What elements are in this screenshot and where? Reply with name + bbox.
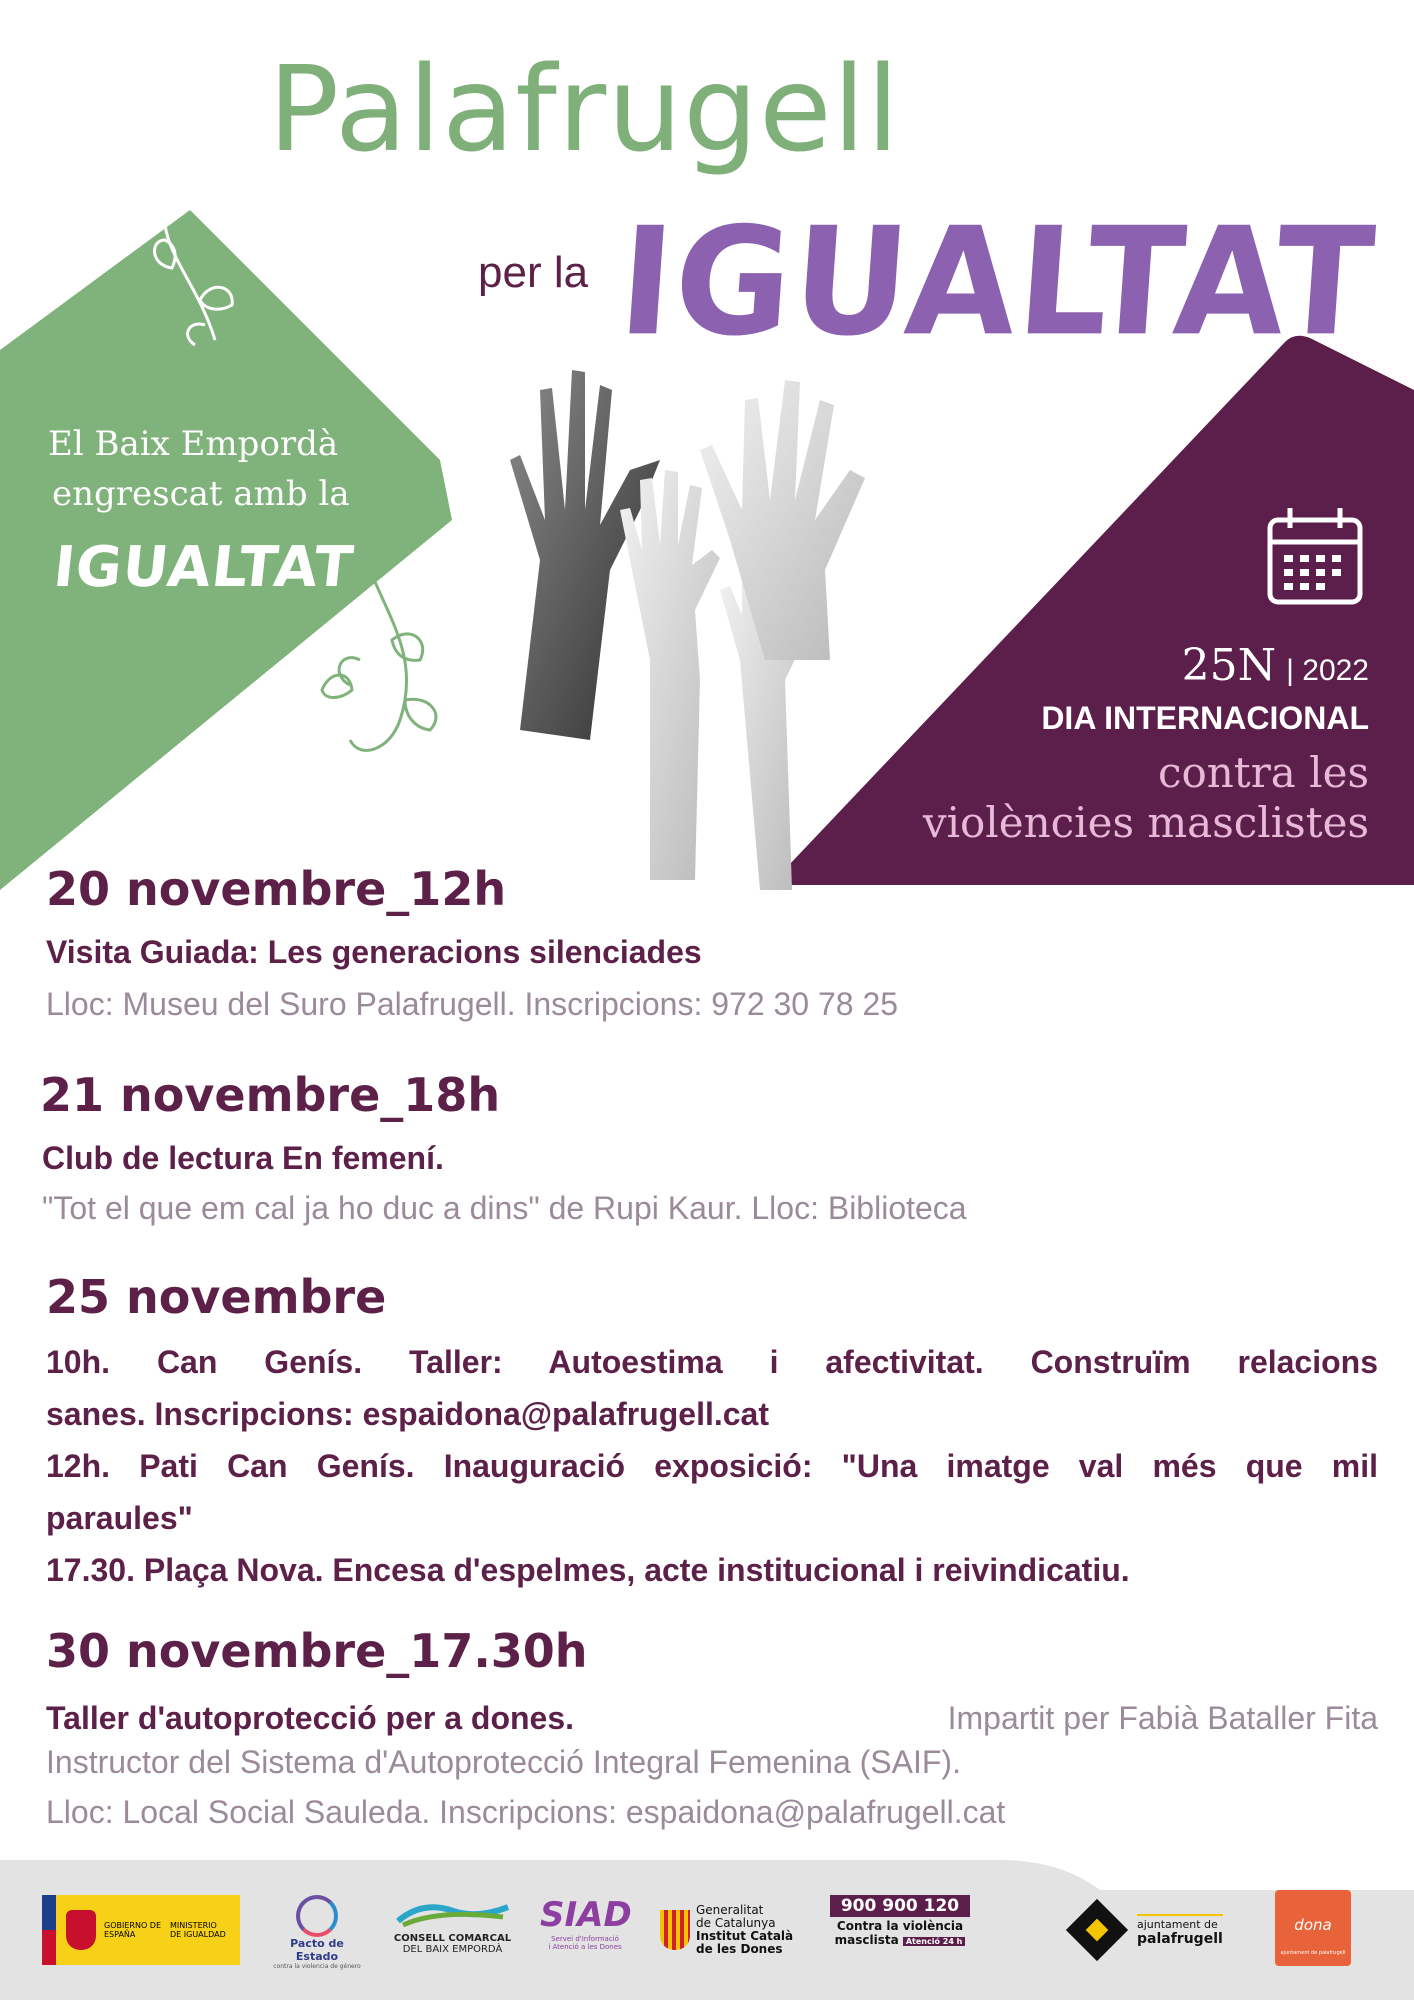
dona-label: dona	[1294, 1916, 1332, 1934]
dona-logo	[1275, 1890, 1351, 1966]
pacto-label: Pacto de Estado	[290, 1937, 344, 1963]
ajuntament-logo	[1063, 1895, 1238, 1965]
consell-line1: CONSELL COMARCAL	[393, 1933, 512, 1944]
event-3-line2: sanes. Inscripcions: espaidona@palafrugell.cat	[46, 1396, 769, 1432]
event-4-info2: Instructor del Sistema d'Autoprotecció Integral Femenina (SAIF).	[46, 1744, 961, 1780]
event-2-title: Club de lectura En femení.	[42, 1140, 444, 1176]
event-2-info: "Tot el que em cal ja ho duc a dins" de Rupi Kaur. Lloc: Biblioteca	[42, 1190, 967, 1226]
consell-line2: DEL BAIX EMPORDÀ	[402, 1944, 503, 1955]
right-hand-icon	[700, 380, 865, 660]
consell-logo	[390, 1895, 515, 1965]
pacto-logo	[272, 1895, 362, 1970]
event-3-line5: 17.30. Plaça Nova. Encesa d'espelmes, acte institucional i reivindicatiu.	[46, 1552, 1130, 1588]
green-panel-line1: El Baix Empordà	[48, 424, 339, 464]
event-1-title: Visita Guiada: Les generacions silenciades	[46, 934, 702, 970]
siad-sub2: i Atenció a les Dones	[548, 1943, 622, 1951]
date-25n	[1182, 640, 1369, 691]
dona-sub: ajuntament de palafrugell	[1280, 1950, 1346, 1956]
siad-logo	[540, 1895, 630, 1965]
gen-line3: Institut Català	[696, 1929, 794, 1943]
pacto-circle-icon	[296, 1895, 338, 1937]
green-panel-line2: engrescat amb la	[52, 474, 350, 514]
coat-of-arms-icon	[66, 1910, 96, 1950]
siad-sub1: Servei d'Informació	[551, 1935, 619, 1943]
gobierno-label: GOBIERNO DE ESPAÑA	[104, 1921, 161, 1939]
ajunt-line1: ajuntament de	[1137, 1917, 1218, 1931]
event-4-info1: Impartit per Fabià Bataller Fita	[947, 1700, 1378, 1736]
landscape-icon	[393, 1895, 513, 1929]
event-3-line1: 10h. Can Genís. Taller: Autoestima i afectivitat. Construïm relacions	[46, 1344, 1378, 1380]
raised-hands-image	[480, 360, 900, 890]
event-4-title: Taller d'autoprotecció per a dones.	[46, 1700, 575, 1736]
page-title: Palafrugell	[268, 40, 901, 178]
violencies-masclistes: violències masclistes	[922, 798, 1369, 847]
gobierno-logo	[42, 1895, 240, 1965]
green-panel-igualtat: IGUALTAT	[50, 535, 357, 600]
event-4-info3: Lloc: Local Social Sauleda. Inscripcions: espaidona@palafrugell.cat	[46, 1794, 1006, 1830]
subtitle-igualtat: IGUALTAT	[613, 195, 1381, 370]
event-2-date: 21 novembre_18h	[40, 1068, 501, 1122]
date-day: 25N	[1181, 640, 1277, 691]
generalitat-logo	[660, 1895, 800, 1965]
ministerio-label: MINISTERIO DE IGUALDAD	[170, 1921, 226, 1939]
subtitle-per-la: per la	[478, 248, 589, 297]
phone-line3: Atenció 24 h	[903, 1937, 966, 1946]
contra-les: contra les	[1157, 748, 1369, 797]
phone-number: 900 900 120	[830, 1895, 970, 1917]
gen-line4: de les Dones	[696, 1942, 783, 1956]
siad-label: SIAD	[540, 1895, 632, 1935]
event-3-line4: paraules"	[46, 1500, 193, 1536]
event-1-date: 20 novembre_12h	[46, 862, 507, 916]
event-4-line1	[46, 1692, 1378, 1744]
ajuntament-diamond-icon	[1066, 1899, 1128, 1961]
phone-line2: masclista	[834, 1933, 899, 1947]
event-3-line3: 12h. Pati Can Genís. Inauguració exposició: "Una imatge val més que mil	[46, 1448, 1378, 1484]
event-3-date: 25 novembre	[46, 1270, 387, 1324]
light-hand-icon	[620, 470, 720, 880]
event-4-date: 30 novembre_17.30h	[46, 1624, 588, 1678]
gen-line1: Generalitat	[696, 1903, 764, 1917]
phone-logo	[830, 1895, 970, 1965]
dia-internacional: DIA INTERNACIONAL	[1041, 700, 1369, 736]
senyera-icon	[660, 1910, 690, 1950]
event-1-info: Lloc: Museu del Suro Palafrugell. Inscripcions: 972 30 78 25	[46, 986, 899, 1022]
date-year: | 2022	[1286, 654, 1369, 687]
ajunt-line2: palafrugell	[1137, 1930, 1223, 1947]
pacto-sub: contra la violencia de género	[273, 1963, 361, 1970]
phone-line1: Contra la violència	[836, 1919, 964, 1933]
gen-line2: de Catalunya	[696, 1916, 776, 1930]
